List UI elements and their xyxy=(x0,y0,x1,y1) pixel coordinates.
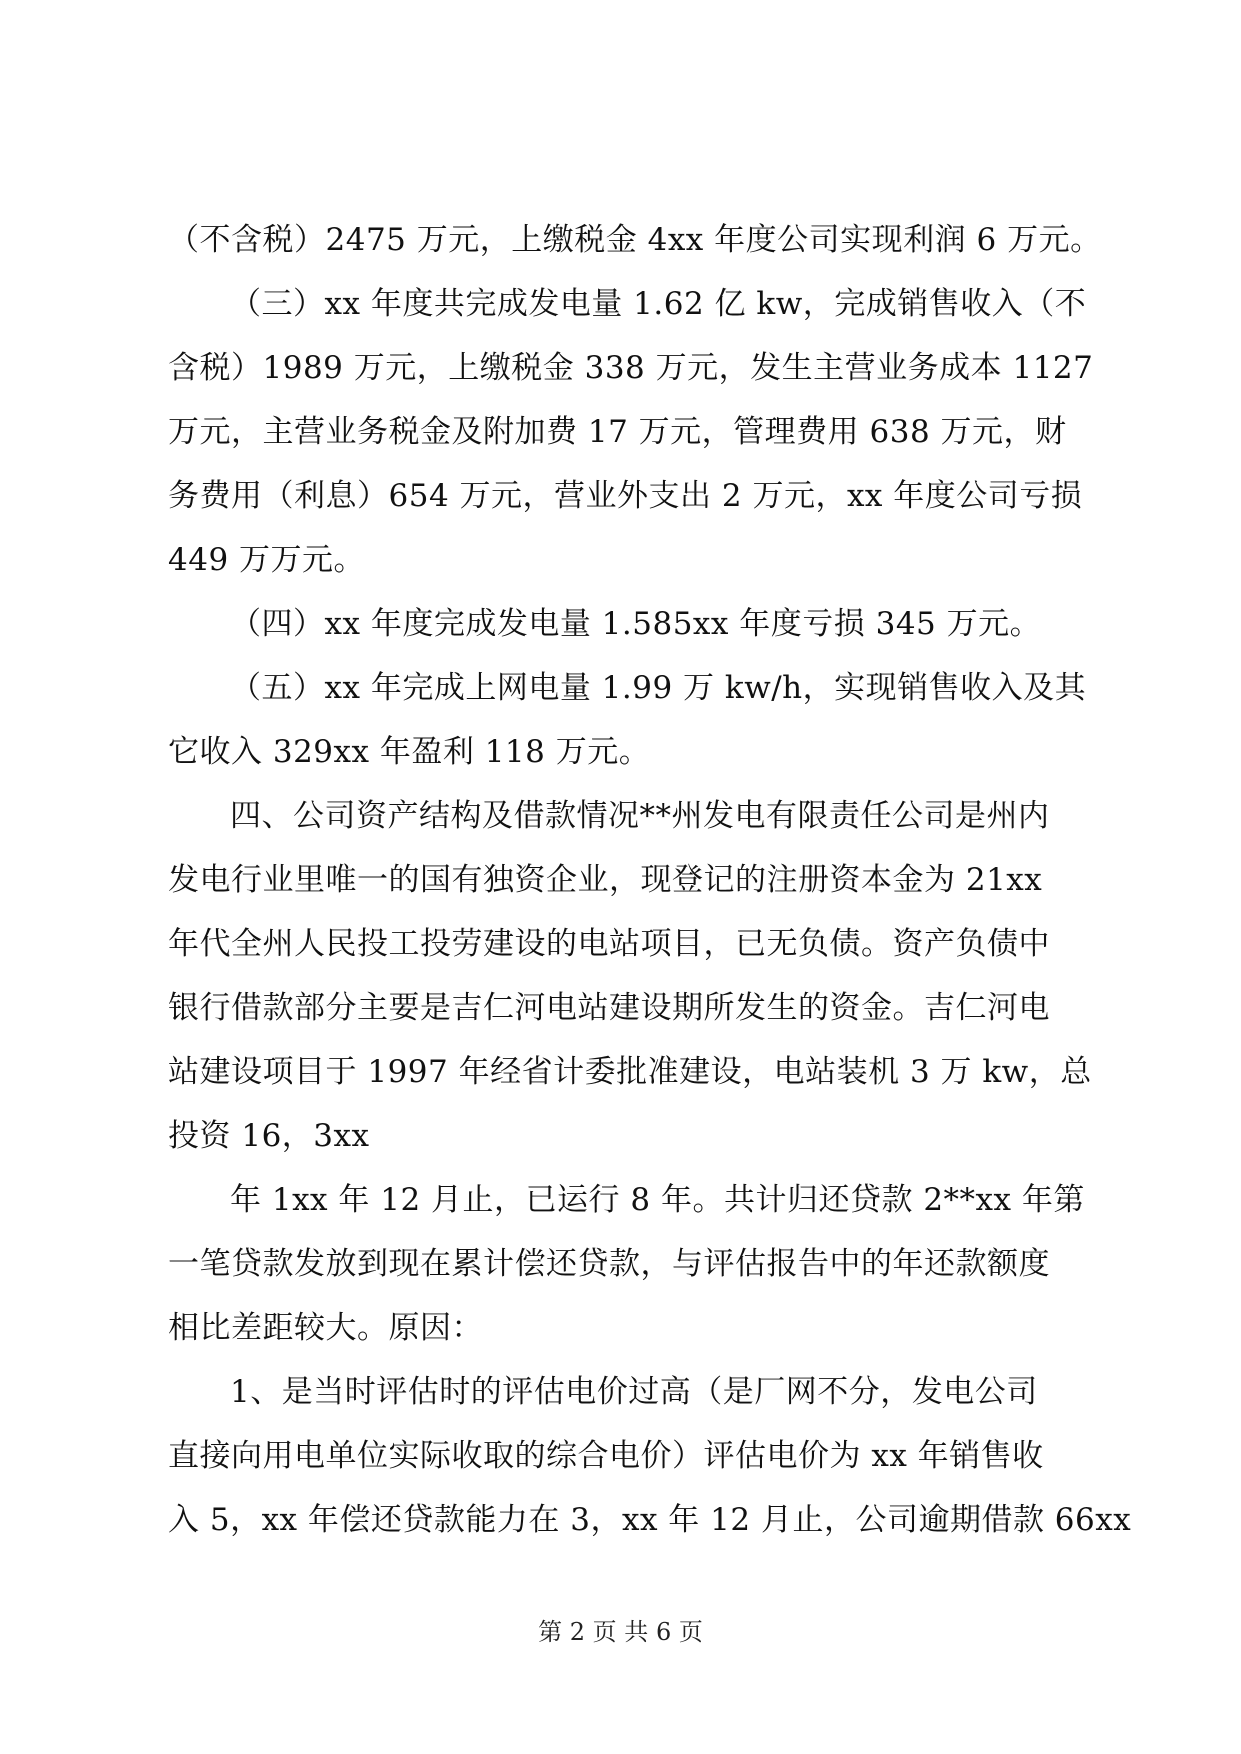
document-body xyxy=(168,208,1132,1552)
text-line: 449 万万元。 xyxy=(168,542,366,578)
text-line: 发电行业里唯一的国有独资企业，现登记的注册资本金为 21xx xyxy=(168,862,1043,898)
text-line: （五）xx 年完成上网电量 1.99 万 kw/h，实现销售收入及其 xyxy=(230,670,1087,706)
text-line: （不含税）2475 万元，上缴税金 4xx 年度公司实现利润 6 万元。 xyxy=(168,222,1102,258)
text-line: 一笔贷款发放到现在累计偿还贷款，与评估报告中的年还款额度 xyxy=(168,1246,1050,1282)
text-line: 它收入 329xx 年盈利 118 万元。 xyxy=(168,734,651,770)
page-number-footer: 第 2 页 共 6 页 xyxy=(538,1618,703,1646)
text-line: 四、公司资产结构及借款情况**州发电有限责任公司是州内 xyxy=(230,798,1050,834)
text-line: 直接向用电单位实际收取的综合电价）评估电价为 xx 年销售收 xyxy=(168,1438,1044,1474)
text-line: 银行借款部分主要是吉仁河电站建设期所发生的资金。吉仁河电 xyxy=(168,990,1050,1026)
text-line: 投资 16，3xx xyxy=(168,1118,370,1154)
text-line: （三）xx 年度共完成发电量 1.62 亿 kw，完成销售收入（不 xyxy=(230,286,1087,322)
text-line: 务费用（利息）654 万元，营业外支出 2 万元，xx 年度公司亏损 xyxy=(168,478,1083,514)
text-line: 入 5，xx 年偿还贷款能力在 3，xx 年 12 月止，公司逾期借款 66xx xyxy=(168,1502,1132,1538)
text-line: 含税）1989 万元，上缴税金 338 万元，发生主营业务成本 1127 xyxy=(168,350,1094,386)
text-line: 1、是当时评估时的评估电价过高（是厂网不分，发电公司 xyxy=(230,1374,1038,1410)
text-line: 年代全州人民投工投劳建设的电站项目，已无负债。资产负债中 xyxy=(168,926,1050,962)
text-line: 相比差距较大。原因： xyxy=(168,1310,483,1346)
text-line: 站建设项目于 1997 年经省计委批准建设，电站装机 3 万 kw，总 xyxy=(168,1054,1092,1090)
text-line: （四）xx 年度完成发电量 1.585xx 年度亏损 345 万元。 xyxy=(230,606,1042,642)
text-line: 年 1xx 年 12 月止，已运行 8 年。共计归还贷款 2**xx 年第 xyxy=(230,1182,1085,1218)
text-line: 万元，主营业务税金及附加费 17 万元，管理费用 638 万元，财 xyxy=(168,414,1067,450)
